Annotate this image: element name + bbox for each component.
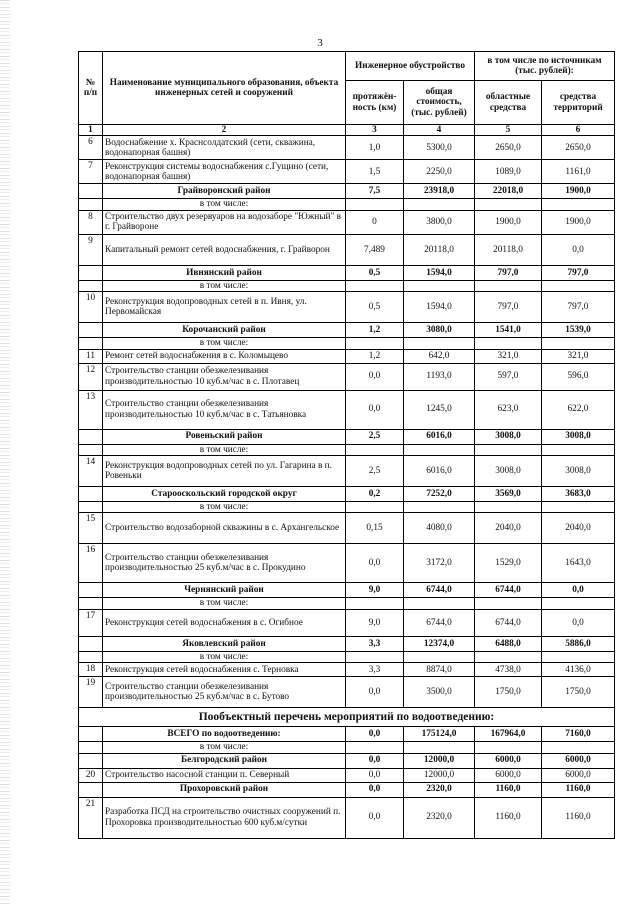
regional-funds-cell: 20118,0: [475, 234, 542, 265]
table-row: [79, 663, 615, 677]
including-note-row: [79, 338, 615, 349]
empty-cell: [404, 444, 475, 455]
row-number: [79, 280, 103, 291]
row-number: [79, 598, 103, 609]
territory-funds-cell: 6000,0: [542, 753, 615, 768]
length-cell: 0,0: [346, 768, 404, 782]
regional-funds-cell: 1750,0: [475, 677, 542, 708]
row-number: 16: [79, 544, 103, 583]
table-row: [79, 797, 615, 838]
including-note-row: [79, 444, 615, 455]
including-note: в том числе:: [103, 502, 346, 513]
territory-funds-cell: 6000,0: [542, 768, 615, 782]
column-number-row: [79, 125, 615, 136]
length-cell: 0: [346, 210, 404, 234]
col-number: 3: [346, 125, 404, 136]
total-cost-cell: 12000,0: [404, 753, 475, 768]
empty-cell: [542, 742, 615, 753]
regional-funds-cell: 4738,0: [475, 663, 542, 677]
total-cost-cell: 1245,0: [404, 390, 475, 429]
row-number: 21: [79, 797, 103, 838]
empty-cell: [475, 598, 542, 609]
row-number: [79, 502, 103, 513]
district-total-row: [79, 429, 615, 444]
district-name: Ивнянский район: [103, 265, 346, 280]
object-name: Строительство двух резервуаров на водозаборе "Южный" в г. Грайвороне: [103, 210, 346, 234]
total-cost-cell: 2320,0: [404, 782, 475, 797]
total-cost-cell: 2320,0: [404, 797, 475, 838]
row-number: [79, 487, 103, 502]
territory-funds-cell: 1900,0: [542, 210, 615, 234]
length-cell: 0,0: [346, 782, 404, 797]
regional-funds-cell: 2040,0: [475, 513, 542, 544]
territory-funds-cell: 0,0: [542, 234, 615, 265]
regional-funds-cell: 1089,0: [475, 160, 542, 184]
object-name: Строительство насосной станции п. Северный: [103, 768, 346, 782]
col-number: 2: [103, 125, 346, 136]
total-cost-cell: 20118,0: [404, 234, 475, 265]
territory-funds-cell: 3008,0: [542, 429, 615, 444]
empty-cell: [346, 651, 404, 662]
row-number: [79, 323, 103, 338]
territory-funds-cell: 1160,0: [542, 782, 615, 797]
district-name: Чернянский район: [103, 583, 346, 598]
district-total-row: [79, 487, 615, 502]
table-row: [79, 160, 615, 184]
regional-funds-cell: 321,0: [475, 349, 542, 363]
territory-funds-cell: 596,0: [542, 363, 615, 390]
row-number: [79, 651, 103, 662]
empty-cell: [475, 742, 542, 753]
col-header-regional: областные средства: [475, 81, 542, 125]
total-cost-cell: 3172,0: [404, 544, 475, 583]
length-cell: 9,0: [346, 609, 404, 636]
row-number: 10: [79, 292, 103, 323]
territory-funds-cell: 1900,0: [542, 184, 615, 199]
object-name: Капитальный ремонт сетей водоснабжения, г. Грайворон: [103, 234, 346, 265]
length-cell: 0,0: [346, 797, 404, 838]
table-row: [79, 768, 615, 782]
water-supply-table: [78, 51, 615, 839]
empty-cell: [475, 338, 542, 349]
empty-cell: [542, 199, 615, 210]
empty-cell: [542, 502, 615, 513]
section-heading-row: [79, 708, 615, 727]
table-row: [79, 609, 615, 636]
col-number: 6: [542, 125, 615, 136]
col-number: 5: [475, 125, 542, 136]
territory-funds-cell: 1161,0: [542, 160, 615, 184]
empty-cell: [542, 444, 615, 455]
district-total-row: [79, 782, 615, 797]
district-total-row: [79, 753, 615, 768]
table-row: [79, 292, 615, 323]
empty-cell: [475, 199, 542, 210]
territory-funds-cell: 3683,0: [542, 487, 615, 502]
regional-funds-cell: 22018,0: [475, 184, 542, 199]
total-cost-cell: 7252,0: [404, 487, 475, 502]
regional-funds-cell: 6000,0: [475, 768, 542, 782]
territory-funds-cell: 1750,0: [542, 677, 615, 708]
total-cost-cell: 1193,0: [404, 363, 475, 390]
table-row: [79, 349, 615, 363]
district-name: Грайворонский район: [103, 184, 346, 199]
empty-cell: [346, 199, 404, 210]
row-number: 13: [79, 390, 103, 429]
row-number: [79, 753, 103, 768]
including-note: в том числе:: [103, 280, 346, 291]
empty-cell: [542, 338, 615, 349]
page-number: 3: [317, 37, 323, 49]
length-cell: 7,5: [346, 184, 404, 199]
regional-funds-cell: 2650,0: [475, 136, 542, 160]
header-row-top: [79, 52, 615, 81]
empty-cell: [346, 742, 404, 753]
territory-funds-cell: 2040,0: [542, 513, 615, 544]
total-cost-cell: 175124,0: [404, 727, 475, 742]
col-number: 4: [404, 125, 475, 136]
row-number: [79, 444, 103, 455]
including-note: в том числе:: [103, 742, 346, 753]
total-cost-cell: 642,0: [404, 349, 475, 363]
table-row: [79, 677, 615, 708]
row-number: [79, 265, 103, 280]
row-number: 11: [79, 349, 103, 363]
col-header-name: Наименование муниципального образования, объекта инженерных сетей и сооружений: [103, 52, 346, 125]
object-name: Ремонт сетей водоснабжения в с. Коломыцево: [103, 349, 346, 363]
col-number: 1: [79, 125, 103, 136]
object-name: Реконструкция водопроводных сетей по ул. Гагарина в п. Ровеньки: [103, 456, 346, 487]
length-cell: 1,2: [346, 323, 404, 338]
total-cost-cell: 12374,0: [404, 636, 475, 651]
district-name: Ровеньский район: [103, 429, 346, 444]
object-name: Реконструкция сетей водоснабжения с. Терновка: [103, 663, 346, 677]
district-name: Белгородский район: [103, 753, 346, 768]
district-total-row: [79, 323, 615, 338]
district-total-row: [79, 184, 615, 199]
territory-funds-cell: 5886,0: [542, 636, 615, 651]
row-number: 18: [79, 663, 103, 677]
row-number: [79, 184, 103, 199]
object-name: Строительство станции обезжелезивания производительностью 25 куб.м/час в с. Бутово: [103, 677, 346, 708]
regional-funds-cell: 6488,0: [475, 636, 542, 651]
regional-funds-cell: 797,0: [475, 292, 542, 323]
including-note: в том числе:: [103, 651, 346, 662]
row-number: 6: [79, 136, 103, 160]
regional-funds-cell: 1541,0: [475, 323, 542, 338]
empty-cell: [404, 742, 475, 753]
length-cell: 1,5: [346, 160, 404, 184]
row-number: [79, 338, 103, 349]
district-name: Прохоровский район: [103, 782, 346, 797]
district-name: ВСЕГО по водоотведению:: [103, 727, 346, 742]
district-name: Старооскольский городской округ: [103, 487, 346, 502]
length-cell: 2,5: [346, 456, 404, 487]
object-name: Реконструкция системы водоснабжения с.Гущино (сети, водонапорная башня): [103, 160, 346, 184]
length-cell: 7,489: [346, 234, 404, 265]
including-note: в том числе:: [103, 199, 346, 210]
table-row: [79, 544, 615, 583]
total-cost-cell: 3800,0: [404, 210, 475, 234]
length-cell: 0,5: [346, 292, 404, 323]
table-row: [79, 513, 615, 544]
table-row: [79, 136, 615, 160]
regional-funds-cell: 6000,0: [475, 753, 542, 768]
row-number: [79, 727, 103, 742]
col-header-num: № п/п: [79, 52, 103, 125]
col-header-sources: в том числе по источникам (тыс. рублей):: [475, 52, 615, 81]
regional-funds-cell: 167964,0: [475, 727, 542, 742]
including-note-row: [79, 742, 615, 753]
territory-funds-cell: 321,0: [542, 349, 615, 363]
empty-cell: [542, 598, 615, 609]
length-cell: 1,0: [346, 136, 404, 160]
territory-funds-cell: 2650,0: [542, 136, 615, 160]
district-total-row: [79, 583, 615, 598]
including-note-row: [79, 280, 615, 291]
territory-funds-cell: 7160,0: [542, 727, 615, 742]
empty-cell: [346, 280, 404, 291]
empty-cell: [404, 651, 475, 662]
including-note-row: [79, 199, 615, 210]
row-number: 15: [79, 513, 103, 544]
empty-cell: [475, 502, 542, 513]
length-cell: 0,5: [346, 265, 404, 280]
length-cell: 1,2: [346, 349, 404, 363]
territory-funds-cell: 0,0: [542, 583, 615, 598]
empty-cell: [475, 280, 542, 291]
including-note-row: [79, 502, 615, 513]
total-cost-cell: 3080,0: [404, 323, 475, 338]
length-cell: 0,0: [346, 390, 404, 429]
including-note: в том числе:: [103, 444, 346, 455]
regional-funds-cell: 1900,0: [475, 210, 542, 234]
total-cost-cell: 6744,0: [404, 583, 475, 598]
total-cost-cell: 3500,0: [404, 677, 475, 708]
col-header-engineering: Инженерное обустройство: [346, 52, 475, 81]
district-total-row: [79, 265, 615, 280]
table-row: [79, 363, 615, 390]
territory-funds-cell: 1160,0: [542, 797, 615, 838]
table-row: [79, 210, 615, 234]
object-name: Разработка ПСД на строительство очистных сооружений п. Прохоровка производительностью 600 куб.м/сутки: [103, 797, 346, 838]
territory-funds-cell: 622,0: [542, 390, 615, 429]
regional-funds-cell: 597,0: [475, 363, 542, 390]
section-heading: Пообъектный перечень мероприятий по водоотведению:: [79, 708, 615, 727]
territory-funds-cell: 797,0: [542, 265, 615, 280]
territory-funds-cell: 0,0: [542, 609, 615, 636]
regional-funds-cell: 3569,0: [475, 487, 542, 502]
object-name: Реконструкция сетей водоснабжения в с. Огибное: [103, 609, 346, 636]
total-cost-cell: 6016,0: [404, 456, 475, 487]
row-number: [79, 583, 103, 598]
total-cost-cell: 2250,0: [404, 160, 475, 184]
empty-cell: [346, 502, 404, 513]
row-number: 8: [79, 210, 103, 234]
row-number: [79, 199, 103, 210]
empty-cell: [404, 338, 475, 349]
empty-cell: [404, 502, 475, 513]
object-name: Реконструкция водопроводных сетей в п. Ивня, ул. Первомайская: [103, 292, 346, 323]
empty-cell: [475, 651, 542, 662]
row-number: 20: [79, 768, 103, 782]
length-cell: 0,15: [346, 513, 404, 544]
empty-cell: [542, 280, 615, 291]
table-row: [79, 456, 615, 487]
district-name: Яковлевский район: [103, 636, 346, 651]
total-cost-cell: 5300,0: [404, 136, 475, 160]
regional-funds-cell: 6744,0: [475, 583, 542, 598]
total-cost-cell: 4080,0: [404, 513, 475, 544]
including-note-row: [79, 598, 615, 609]
empty-cell: [346, 598, 404, 609]
row-number: [79, 429, 103, 444]
length-cell: 3,3: [346, 663, 404, 677]
empty-cell: [542, 651, 615, 662]
total-cost-cell: 8874,0: [404, 663, 475, 677]
length-cell: 0,0: [346, 727, 404, 742]
territory-funds-cell: 3008,0: [542, 456, 615, 487]
district-name: Корочанский район: [103, 323, 346, 338]
empty-cell: [404, 598, 475, 609]
scan-edge: [0, 0, 10, 905]
table-body: [79, 136, 615, 838]
row-number: [79, 742, 103, 753]
total-cost-cell: 1594,0: [404, 265, 475, 280]
row-number: 12: [79, 363, 103, 390]
row-number: [79, 636, 103, 651]
length-cell: 0,0: [346, 363, 404, 390]
total-cost-cell: 12000,0: [404, 768, 475, 782]
row-number: 9: [79, 234, 103, 265]
regional-funds-cell: 1529,0: [475, 544, 542, 583]
empty-cell: [346, 338, 404, 349]
length-cell: 0,0: [346, 544, 404, 583]
object-name: Строительство станции обезжелезивания производительностью 10 куб.м/час в с. Татьяновка: [103, 390, 346, 429]
object-name: Строительство станции обезжелезивания производительностью 10 куб.м/час в с. Плотавец: [103, 363, 346, 390]
empty-cell: [404, 199, 475, 210]
including-note: в том числе:: [103, 338, 346, 349]
district-total-row: [79, 727, 615, 742]
row-number: 19: [79, 677, 103, 708]
length-cell: 2,5: [346, 429, 404, 444]
regional-funds-cell: 3008,0: [475, 456, 542, 487]
length-cell: 0,0: [346, 753, 404, 768]
including-note-row: [79, 651, 615, 662]
empty-cell: [475, 444, 542, 455]
length-cell: 9,0: [346, 583, 404, 598]
col-header-total-cost: общая стоимость, (тыс. рублей): [404, 81, 475, 125]
regional-funds-cell: 1160,0: [475, 782, 542, 797]
row-number: [79, 782, 103, 797]
regional-funds-cell: 797,0: [475, 265, 542, 280]
row-number: 14: [79, 456, 103, 487]
table-row: [79, 390, 615, 429]
row-number: 17: [79, 609, 103, 636]
regional-funds-cell: 3008,0: [475, 429, 542, 444]
length-cell: 0,2: [346, 487, 404, 502]
regional-funds-cell: 1160,0: [475, 797, 542, 838]
empty-cell: [404, 280, 475, 291]
regional-funds-cell: 623,0: [475, 390, 542, 429]
including-note: в том числе:: [103, 598, 346, 609]
row-number: 7: [79, 160, 103, 184]
territory-funds-cell: 1539,0: [542, 323, 615, 338]
col-header-territory: средства территорий: [542, 81, 615, 125]
territory-funds-cell: 4136,0: [542, 663, 615, 677]
length-cell: 0,0: [346, 677, 404, 708]
district-total-row: [79, 636, 615, 651]
empty-cell: [346, 444, 404, 455]
total-cost-cell: 6744,0: [404, 609, 475, 636]
total-cost-cell: 6016,0: [404, 429, 475, 444]
total-cost-cell: 1594,0: [404, 292, 475, 323]
total-cost-cell: 23918,0: [404, 184, 475, 199]
table-row: [79, 234, 615, 265]
object-name: Водоснабжение х. Краснсолдатский (сети, скважина, водонапорная башня): [103, 136, 346, 160]
territory-funds-cell: 1643,0: [542, 544, 615, 583]
object-name: Строительство станции обезжелезивания производительностью 25 куб.м/час в с. Прокудино: [103, 544, 346, 583]
object-name: Строительство водозаборной скважины в с. Архангельское: [103, 513, 346, 544]
col-header-length: протяжён-ность (км): [346, 81, 404, 125]
regional-funds-cell: 6744,0: [475, 609, 542, 636]
territory-funds-cell: 797,0: [542, 292, 615, 323]
length-cell: 3,3: [346, 636, 404, 651]
